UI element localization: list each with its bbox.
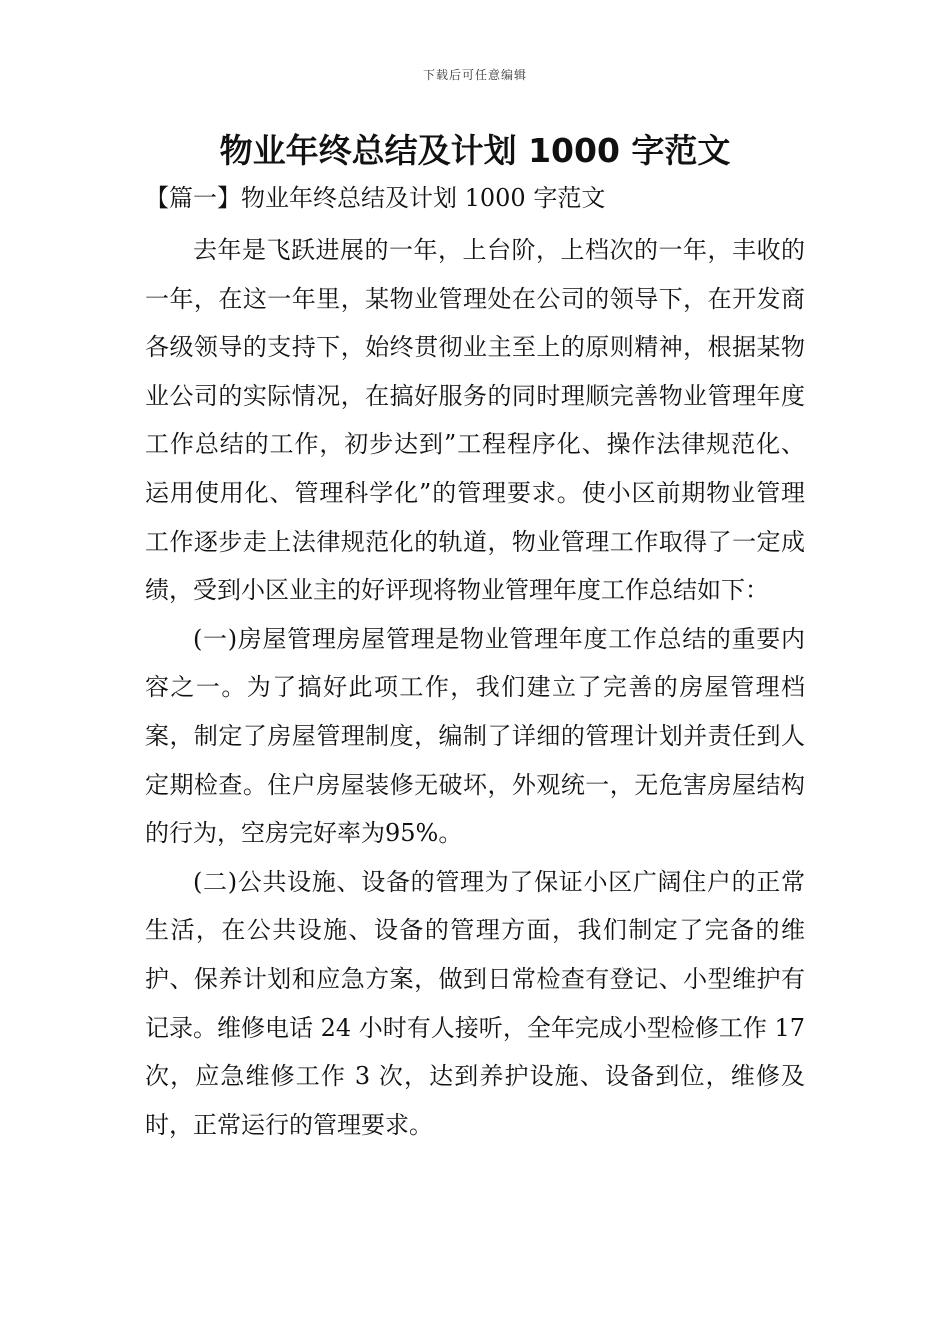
document-title: 物业年终总结及计划 1000 字范文: [219, 131, 731, 170]
header-note: 下载后可任意编辑: [422, 68, 527, 82]
paragraph-housing-management: (一)房屋管理房屋管理是物业管理年度工作总结的重要内容之一。为了搞好此项工作，我们建立了完善的房屋管理档案，制定了房屋管理制度，编制了详细的管理计划并责任到人定期检查。住户房屋装修无破坏，外观统一，无危害房屋结构的行为，空房完好率为95%。: [145, 624, 805, 848]
document-body: [145, 226, 805, 1149]
paragraph-facilities-management: (二)公共设施、设备的管理为了保证小区广阔住户的正常生活，在公共设施、设备的管理方面，我们制定了完备的维护、保养计划和应急方案，做到日常检查有登记、小型维护有记录。维修电话 24 小时有人接听，全年完成小型检修工作 17 次，应急维修工作 3 次，达到养护设施、设备到位，维修及时，正常运行的管理要求。: [145, 867, 805, 1139]
section-heading: 【篇一】物业年终总结及计划 1000 字范文: [145, 184, 606, 212]
paragraph-intro: 去年是飞跃进展的一年，上台阶，上档次的一年，丰收的一年，在这一年里，某物业管理处在公司的领导下，在开发商各级领导的支持下，始终贯彻业主至上的原则精神，根据某物业公司的实际情况，在搞好服务的同时理顺完善物业管理年度工作总结的工作，初步达到”工程程序化、操作法律规范化、运用使用化、管理科学化”的管理要求。使小区前期物业管理工作逐步走上法律规范化的轨道，物业管理工作取得了一定成绩，受到小区业主的好评现将物业管理年度工作总结如下：: [145, 236, 805, 605]
